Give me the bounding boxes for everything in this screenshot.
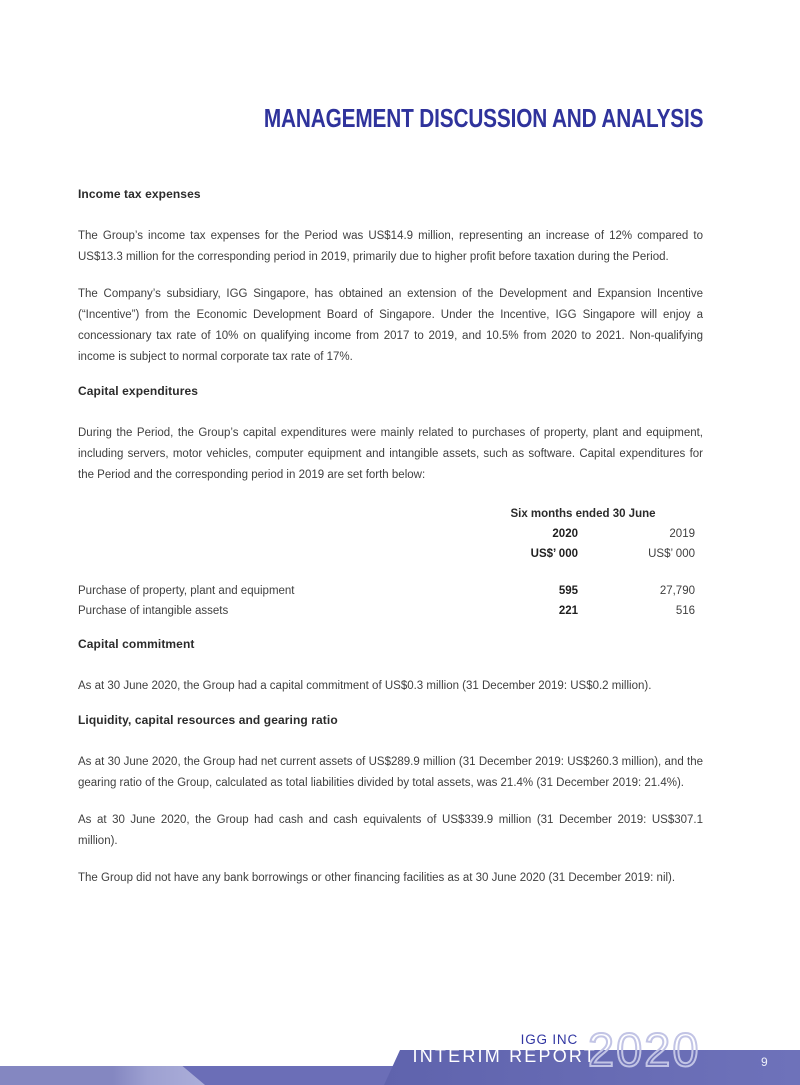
heading-capital-commitment: Capital commitment (78, 637, 195, 651)
paragraph: As at 30 June 2020, the Group had cash and cash equivalents of US$339.9 million (31 December 2019: US$307.1 million). (78, 814, 703, 847)
page-content (78, 186, 703, 889)
footer-report-title: INTERIM REPORT (412, 1046, 597, 1066)
paragraph: The Group’s income tax expenses for the Period was US$14.9 million, representing an increase of 12% compared to US$13.3 million for the corresponding period in 2019, primarily due to higher profit before taxation during the Period. (78, 230, 703, 263)
table-span-header: Six months ended 30 June (510, 508, 656, 520)
footer-company-name: IGG INC (520, 1032, 578, 1047)
paragraph: As at 30 June 2020, the Group had a capital commitment of US$0.3 million (31 December 2019: US$0.2 million). (78, 680, 652, 692)
table-year-header-row (78, 524, 703, 544)
footer-year-logo: 2020 (588, 1023, 701, 1076)
row-label: Purchase of property, plant and equipment (78, 585, 295, 597)
paragraph: The Group did not have any bank borrowings or other financing facilities as at 30 June 2020 (31 December 2019: nil). (78, 872, 676, 884)
table-spacer (78, 524, 463, 544)
unit-header-2019: US$’ 000 (648, 548, 695, 560)
heading-income-tax-expenses: Income tax expenses (78, 187, 201, 201)
col-header-2019: 2019 (669, 528, 695, 540)
paragraph: The Company’s subsidiary, IGG Singapore, has obtained an extension of the Development and Expansion Incentive (“Incentive”) from the Economic Development Board of Singapore. Under the Incentive, IGG Singapore will enjoy a concessionary tax rate of 10% on qualifying income from 2017 to 2019, and 10.5% from 2020 to 2021. Non-qualifying income is subject to normal corporate tax rate of 17%. (78, 288, 703, 363)
row-label: Purchase of intangible assets (78, 605, 229, 617)
col-header-2020: 2020 (552, 528, 578, 540)
capex-table (78, 504, 703, 621)
footer-light-wedge (0, 1066, 205, 1085)
paragraph: As at 30 June 2020, the Group had net current assets of US$289.9 million (31 December 2019: US$260.3 million), and the gearing ratio of the Group, calculated as total liabilities divided by total assets, was 21.4% (31 December 2019: 21.4%). (78, 756, 703, 789)
page-title-text: MANAGEMENT DISCUSSION AND ANALYSIS (263, 103, 703, 133)
page-title (0, 0, 800, 133)
paragraph: During the Period, the Group’s capital expenditures were mainly related to purchases of property, plant and equipment, including servers, motor vehicles, computer equipment and intangible assets, such as software. Capital expenditures for the Period and the corresponding period in 2019 are set forth below: (78, 427, 703, 481)
table-spacer (78, 544, 463, 564)
table-unit-header-row (78, 544, 703, 564)
table-spacer (78, 504, 463, 524)
unit-header-2020: US$’ 000 (530, 548, 578, 560)
table-row (78, 601, 703, 621)
heading-capital-expenditures: Capital expenditures (78, 384, 199, 398)
footer-page-number: 9 (761, 1055, 768, 1069)
heading-liquidity: Liquidity, capital resources and gearing ratio (78, 713, 338, 727)
cell-2020: 221 (558, 605, 578, 617)
cell-2019: 27,790 (659, 585, 695, 597)
table-row (78, 581, 703, 601)
cell-2020: 595 (558, 585, 578, 597)
table-span-header-row (78, 504, 703, 524)
cell-2019: 516 (675, 605, 695, 617)
